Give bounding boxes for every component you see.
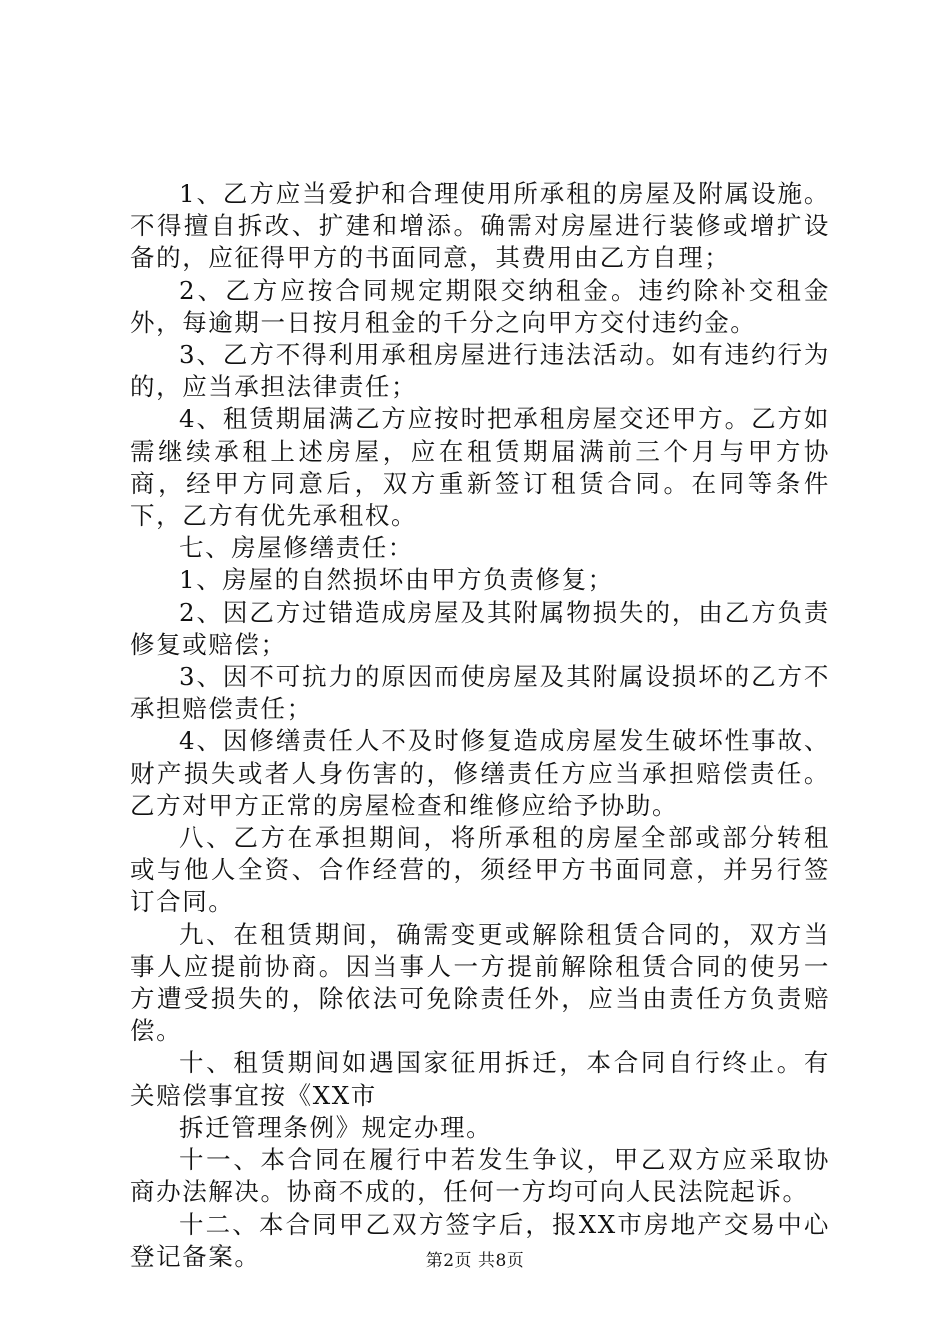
section-eleven: 十一、本合同在履行中若发生争议，甲乙双方应采取协商办法解决。协商不成的，任何一方均可向人民法院起诉。 [130,1145,830,1207]
section-nine: 九、在租赁期间，确需变更或解除租赁合同的，双方当事人应提前协商。因当事人一方提前解除租赁合同的使另一方遭受损失的，除依法可免除责任外，应当由责任方负责赔偿。 [130,919,830,1046]
paragraph-repair-1: 1、房屋的自然损坏由甲方负责修复； [179,565,614,595]
section-ten-continued: 拆迁管理条例》规定办理。 [179,1112,493,1142]
section-eight: 八、乙方在承担期间，将所承租的房屋全部或部分转租或与他人全资、合作经营的，须经甲方书面同意，并另行签订合同。 [130,823,830,917]
paragraph-clause-4: 4、租赁期届满乙方应按时把承租房屋交还甲方。乙方如需继续承租上述房屋，应在租赁期届满前三个月与甲方协商，经甲方同意后，双方重新签订租赁合同。在同等条件下，乙方有优先承租权。 [130,404,830,531]
paragraph-repair-2: 2、因乙方过错造成房屋及其附属物损失的，由乙方负责修复或赔偿； [130,597,830,659]
page-number-footer: 第2页 共8页 [425,1251,525,1271]
section-ten: 十、租赁期间如遇国家征用拆迁，本合同自行终止。有关赔偿事宜按《XX市 [130,1048,830,1110]
paragraph-clause-2: 2、乙方应按合同规定期限交纳租金。违约除补交租金外，每逾期一日按月租金的千分之向甲方交付违约金。 [130,275,830,337]
paragraph-clause-3: 3、乙方不得利用承租房屋进行违法活动。如有违约行为的，应当承担法律责任； [130,340,830,402]
section-heading-seven: 七、房屋修缮责任： [179,533,414,563]
paragraph-clause-1: 1、乙方应当爱护和合理使用所承租的房屋及附属设施。不得擅自拆改、扩建和增添。确需对房屋进行装修或增扩设备的，应征得甲方的书面同意，其费用由乙方自理； [130,179,830,273]
document-body [130,178,830,1273]
paragraph-repair-4: 4、因修缮责任人不及时修复造成房屋发生破坏性事故、财产损失或者人身伤害的，修缮责任方应当承担赔偿责任。乙方对甲方正常的房屋检查和维修应给予协助。 [130,726,830,820]
section-twelve: 十二、本合同甲乙双方签字后，报XX市房地产交易中心登记备案。 [130,1209,830,1271]
paragraph-repair-3: 3、因不可抗力的原因而使房屋及其附属设损坏的乙方不承担赔偿责任； [130,662,830,724]
